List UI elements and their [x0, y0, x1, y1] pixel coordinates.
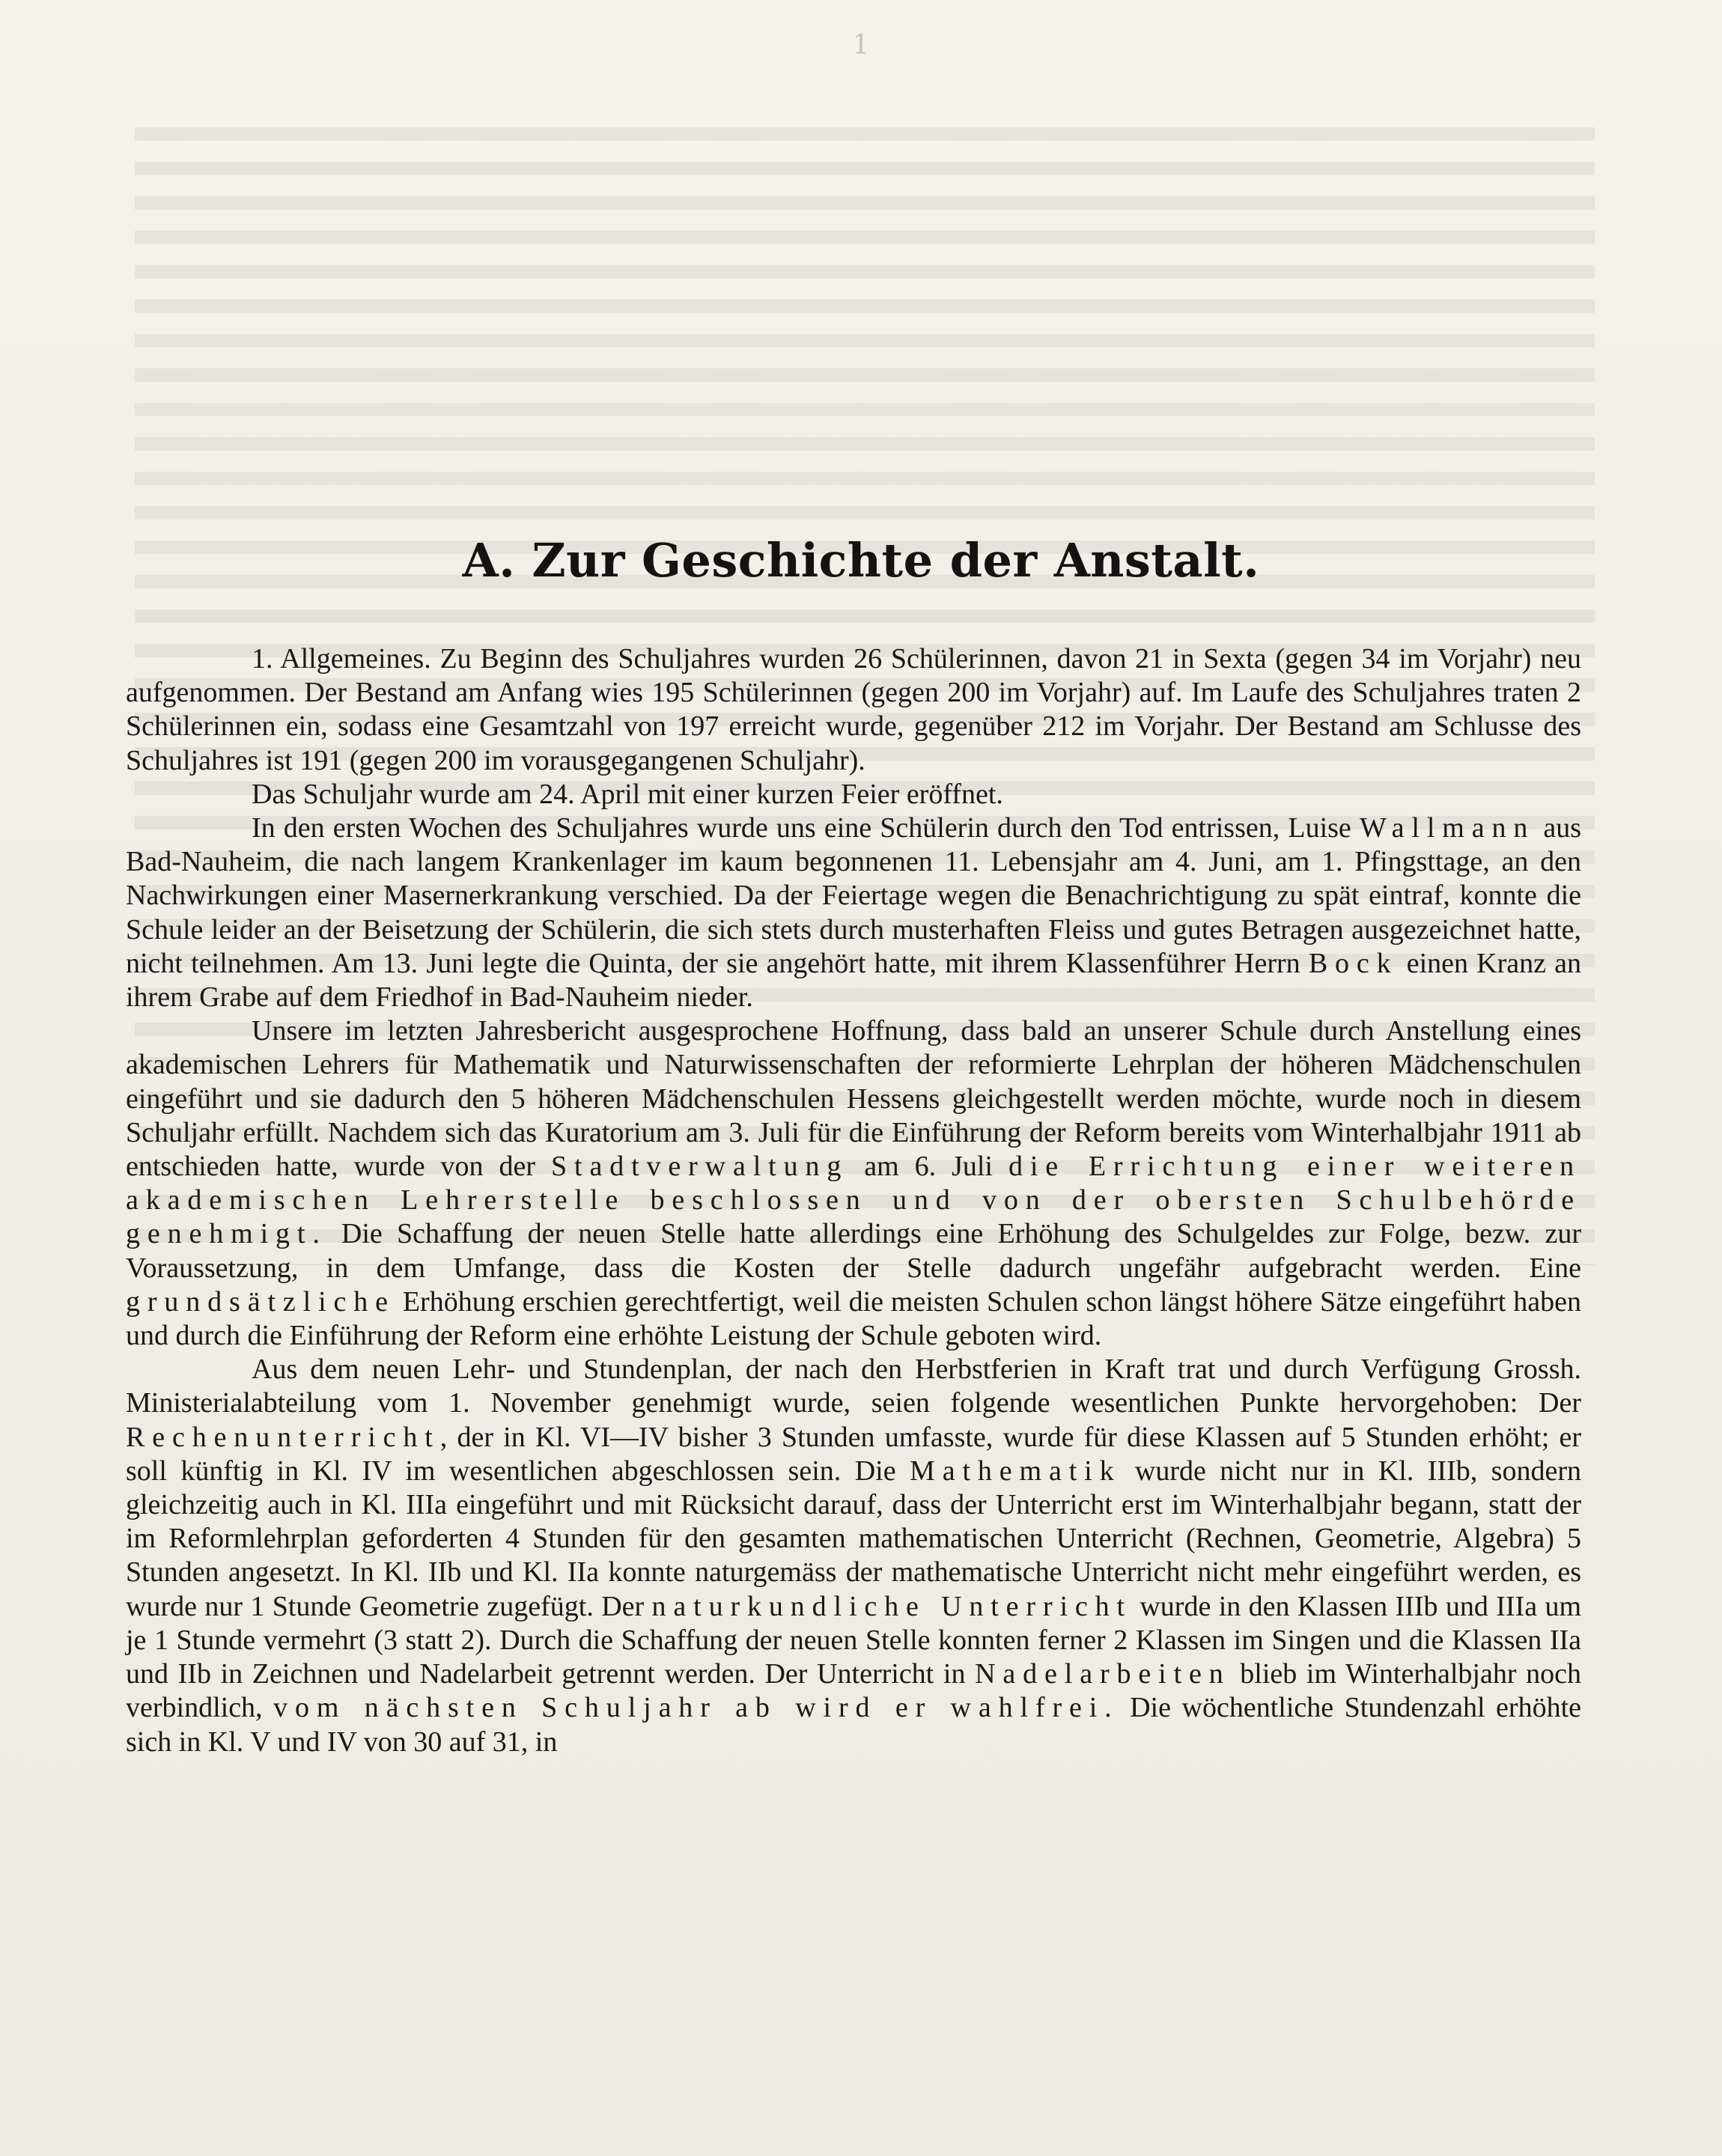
text-run: Das Schuljahr wurde am 24. April mit einer kurzen Feier eröffnet.: [252, 778, 1003, 810]
text-run: aus Bad-Nauheim, die nach langem Krankenlager im kaum begonnenen 11. Lebensjahr am 4. Juni, am 1. Pfingsttage, an den Nachwirkungen einer Masernerkrankung verschied. Da der Feiertage wegen die Benachrichtigung zu spät eintraf, konnte die Schule leider an der Beisetzung der Schülerin, die sich stets durch musterhaften Fleiss und gutes Betragen ausgezeichnet hatte, nicht teilnehmen. Am 13. Juni legte die Quinta, der sie angehört hatte, mit ihrem Klassenführer Herrn: [126, 812, 1582, 979]
text-run: Die wöchentliche Stundenzahl erhöhte sich in Kl. V und IV von 30 auf 31, in: [126, 1692, 1582, 1758]
paragraph: [126, 1353, 1581, 1758]
emphasized-text: die Errichtung einer weiteren akademischen Lehrerstelle beschlossen und von der obersten Schulbehörde genehmigt.: [126, 1151, 1582, 1250]
emphasized-text: Wallmann: [1359, 812, 1536, 844]
paragraph: [126, 811, 1581, 1014]
emphasized-text: naturkundliche Unterricht: [651, 1590, 1132, 1622]
paragraph: [126, 642, 1581, 778]
text-run: einen Kranz an ihrem Grabe auf dem Friedhof in Bad-Nauheim nieder.: [126, 947, 1581, 1014]
paragraph: [126, 778, 1581, 811]
emphasized-text: Nadelarbeiten: [975, 1658, 1231, 1690]
paragraph: [126, 1014, 1581, 1353]
emphasized-text: Mathematik: [910, 1455, 1122, 1487]
page-number: 1: [852, 30, 870, 61]
text-run: In den ersten Wochen des Schuljahres wurde uns eine Schülerin durch den Tod entrissen, Luise: [252, 812, 1360, 844]
body-text: [126, 642, 1581, 1759]
emphasized-text: Stadtverwaltung: [551, 1151, 849, 1183]
text-run: Die Schaffung der neuen Stelle hatte allerdings eine Erhöhung des Schulgeldes zur Folge, bezw. zur Voraussetzung, in dem Umfange, dass die Kosten der Stelle dadurch ungefähr aufgebracht werden. Eine: [126, 1218, 1581, 1284]
text-run: am 6. Juli: [848, 1151, 1008, 1183]
emphasized-text: vom nächsten Schuljahr ab wird er wahlfrei.: [273, 1692, 1119, 1724]
text-run: Zu Beginn des Schuljahres wurden 26 Schülerinnen, davon 21 in Sexta (gegen 34 im Vorjahr) neu aufgenommen. Der Bestand am Anfang wies 195 Schülerinnen (gegen 200 im Vorjahr) auf. Im Laufe des Schuljahres traten 2 Schülerinnen ein, sodass eine Gesamtzahl von 197 erreicht wurde, gegenüber 212 im Vorjahr. Der Bestand am Schlusse des Schuljahres ist 191 (gegen 200 im vorausgegangenen Schuljahr).: [126, 643, 1581, 776]
text-run: Aus dem neuen Lehr- und Stundenplan, der nach den Herbstferien in Kraft trat und durch Verfügung Grossh. Ministerialabteilung vom 1. November genehmigt wurde, seien folgende wesentlichen Punkte hervorgehoben: Der: [126, 1353, 1581, 1419]
text-run: Unsere im letzten Jahresbericht ausgesprochene Hoffnung, dass bald an unserer Schule durch Anstellung eines akademischen Lehrers für Mathematik und Naturwissenschaften der reformierte Lehrplan der höheren Mädchenschulen eingeführt und sie dadurch den 5 höheren Mädchenschulen Hessens gleichgestellt werden möchte, wurde noch in diesem Schuljahr erfüllt. Nachdem sich das Kuratorium am 3. Juli für die Einführung der Reform bereits vom Winterhalbjahr 1911 ab entschieden hatte, wurde von der: [126, 1015, 1581, 1183]
text-run: blieb im Winterhalbjahr noch verbindlich,: [126, 1658, 1581, 1724]
text-run: , der in Kl. VI—IV bisher 3 Stunden umfasste, wurde für diese Klassen auf 5 Stunden erhöht; er soll künftig in Kl. IV im wesentlichen abgeschlossen sein. Die: [126, 1421, 1581, 1487]
text-run: wurde in den Klassen IIIb und IIIa um je 1 Stunde vermehrt (3 statt 2). Durch die Schaffung der neuen Stelle konnten ferner 2 Klassen im Singen und die Klassen IIa und IIb in Zeichnen und Nadelarbeit getrennt werden. Der Unterricht in: [126, 1590, 1581, 1690]
text-run: 1. Allgemeines.: [252, 643, 431, 674]
text-run: Erhöhung erschien gerechtfertigt, weil die meisten Schulen schon längst höhere Sätze eingeführt haben und durch die Einführung der Reform eine erhöhte Leistung der Schule geboten wird.: [126, 1285, 1581, 1352]
emphasized-text: grundsätzliche: [126, 1285, 395, 1318]
emphasized-text: Rechenunterricht: [126, 1421, 440, 1453]
section-title: A. Zur Geschichte der Anstalt.: [462, 533, 1260, 588]
emphasized-text: Bock: [1308, 947, 1399, 979]
text-run: wurde nicht nur in Kl. IIIb, sondern gleichzeitig auch in Kl. IIIa eingeführt und mit Rücksicht darauf, dass der Unterricht erst im Winterhalbjahr begann, statt der im Reformlehrplan geforderten 4 Stunden für den gesamten mathematischen Unterricht (Rechnen, Geometrie, Algebra) 5 Stunden angesetzt. In Kl. IIb und Kl. IIa konnte naturgemäss der mathematische Unterricht nicht mehr eingeführt werden, es wurde nur 1 Stunde Geometrie zugefügt. Der: [126, 1455, 1581, 1622]
